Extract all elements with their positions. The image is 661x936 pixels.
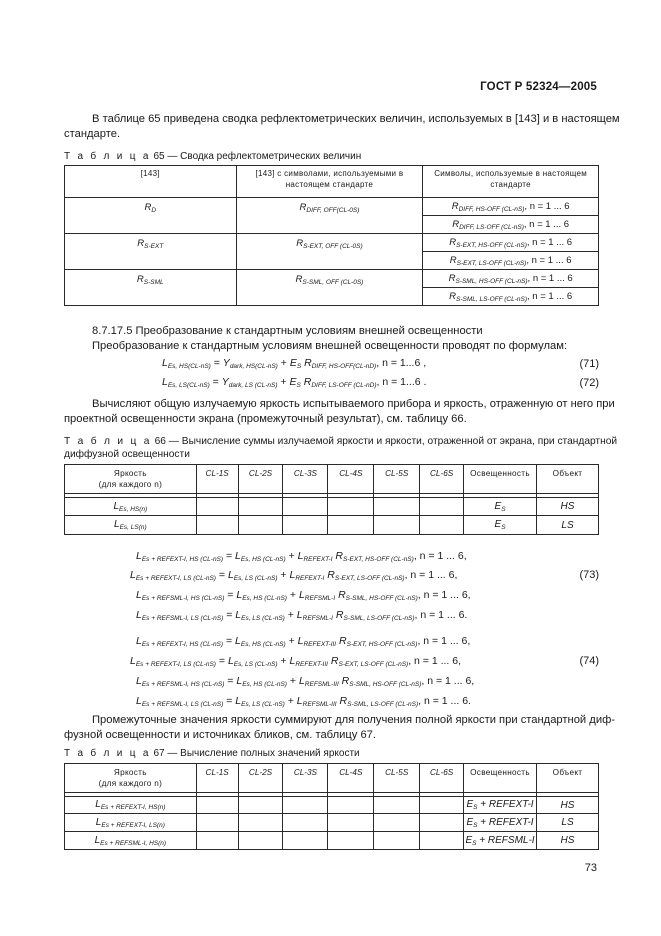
header-line: Яркость bbox=[113, 469, 147, 478]
symbol-sub: S-SML, LS-OFF (CL-nS) bbox=[455, 295, 528, 303]
table66-header-cl1: CL-1S bbox=[196, 465, 238, 494]
symbol-range: , n = 1 ... 6 bbox=[526, 236, 573, 248]
equation-72-number: (72) bbox=[579, 377, 599, 389]
table67-header-cl6: CL-6S bbox=[420, 764, 464, 793]
symbol-range: , n = 1 ... 6 bbox=[523, 218, 570, 230]
table66-header-luminance bbox=[65, 465, 197, 494]
equation-73-number: (73) bbox=[579, 569, 599, 581]
table66-caption-line-1 bbox=[64, 436, 617, 447]
symbol-r: R bbox=[136, 274, 144, 285]
symbol-sub: S bbox=[473, 821, 478, 829]
table66-caption-line-2: диффузной освещенности bbox=[64, 449, 190, 460]
table65-cell bbox=[423, 270, 599, 288]
symbol-sub: Es, HS(n) bbox=[119, 505, 148, 513]
table65-cell bbox=[236, 198, 423, 234]
symbol-sub: S bbox=[501, 505, 506, 513]
table66-header-cl4: CL-4S bbox=[328, 465, 374, 494]
table65-caption-text: 65 — Сводка рефлектометрических величин bbox=[153, 151, 362, 162]
table66-cell-ill bbox=[464, 498, 537, 516]
equation-73-line-1: $L_{Es + REFEXT-I, HS (CL-nS)} = L_{Es, HS (CL-nS)} + L_{REFEXT-I}$ $R_{S-EXT, HS-OFF (CL-nS)}$, n = 1 ... 6, bbox=[136, 550, 467, 563]
symbol-sub: DIFF, HS-OFF (CL-nS) bbox=[458, 205, 525, 213]
table65-cell bbox=[423, 198, 599, 216]
table65-cell bbox=[236, 234, 423, 270]
symbol-rest: + REFEXT-I bbox=[477, 816, 534, 828]
table67-header-illuminance: Освещенность bbox=[464, 764, 537, 793]
symbol-e: E bbox=[465, 834, 473, 846]
equation-73-line-4: $L_{Es + REFSML-I, LS (CL-nS)} = L_{Es, LS (CL-nS)} + L_{REFSML-I}$ $R_{S-SML, LS-OFF (CL-nS)}$, n = 1 ... 6. bbox=[136, 609, 468, 622]
header-line: (для каждого n) bbox=[98, 779, 163, 788]
table65-cell bbox=[423, 252, 599, 270]
equation-74-line-1: $L_{Es + REFEXT-I, HS (CL-nS)} = L_{Es, HS (CL-nS)} + L_{REFEXT-III}$ $R_{S-EXT, HS-OFF (CL-nS)}$, n = 1 ... 6, bbox=[136, 635, 471, 648]
para3-line-2: фузной освещенности и источниках бликов, см. таблицу 67. bbox=[64, 729, 377, 741]
para3-line-1: Промежуточные значения яркости суммируют для получения полной яркости при стандартной диф- bbox=[92, 714, 615, 726]
table66-cell-ill bbox=[464, 516, 537, 535]
table66-cell-lum bbox=[65, 516, 197, 535]
table65-cell bbox=[236, 270, 423, 306]
symbol-sub: Es + REFSML-I, HS(n) bbox=[100, 839, 167, 847]
symbol-e: E bbox=[466, 816, 474, 828]
header-line: (для каждого n) bbox=[98, 480, 163, 489]
table-row bbox=[65, 814, 599, 832]
equation-73-line-2: $L_{Es + REFEXT-I, LS (CL-nS)} = L_{Es, LS (CL-nS)} + L_{REFEXT-I}$ $R_{S-EXT, LS-OFF (CL-nS)}$, n = 1 ... 6, bbox=[130, 569, 458, 582]
table67-header-cl2: CL-2S bbox=[238, 764, 283, 793]
symbol-e: E bbox=[466, 799, 474, 810]
table67-header-object: Объект bbox=[537, 764, 599, 793]
table66-header-illuminance: Освещенность bbox=[464, 465, 537, 494]
table67-cell-ill bbox=[464, 814, 537, 832]
symbol-rest: + REFEXT-I bbox=[477, 799, 534, 810]
intro-line-2: стандарте. bbox=[64, 128, 121, 140]
table67-header-cl3: CL-3S bbox=[283, 764, 328, 793]
symbol-sub: S bbox=[501, 524, 506, 531]
table65-header-2: [143] с символами, используемыми в настоящем стандарте bbox=[236, 166, 423, 198]
table66-cell-obj: HS bbox=[537, 498, 599, 516]
equation-72: $L_{Es, LS(CL-nS)} = Y_{dark, LS (CL-nS)} + E_S$ $R_{DIFF, LS-OFF (CL-nD)}$, n = 1...6 . bbox=[162, 376, 427, 389]
table67-cell-obj: HS bbox=[537, 797, 599, 814]
symbol-sub: S-EXT, OFF (CL-0S) bbox=[303, 243, 363, 250]
equation-74-line-2: $L_{Es + REFEXT-I, LS (CL-nS)} = L_{Es, LS (CL-nS)} + L_{REFEXT-III}$ $R_{S-EXT, LS-OFF (CL-nS)}$, n = 1 ... 6, bbox=[130, 655, 462, 668]
symbol-r: R bbox=[144, 202, 152, 213]
symbol-r: R bbox=[452, 218, 460, 230]
intro-line-1: В таблице 65 приведена сводка рефлектометрических величин, используемых в [143] и в настоящем bbox=[92, 113, 620, 125]
table-row bbox=[65, 832, 599, 850]
standard-header: ГОСТ Р 52324—2005 bbox=[480, 81, 597, 93]
symbol-sub: S bbox=[473, 804, 478, 811]
table65-cell bbox=[423, 234, 599, 252]
section-title: 8.7.17.5 Преобразование к стандартным условиям внешней освещенности bbox=[92, 325, 483, 337]
table67-header-cl5: CL-5S bbox=[374, 764, 420, 793]
table67-cell-lum bbox=[65, 832, 197, 850]
symbol-r: R bbox=[299, 202, 307, 213]
table67 bbox=[64, 763, 599, 850]
table67-header-cl4: CL-4S bbox=[328, 764, 374, 793]
table67-caption bbox=[64, 748, 360, 759]
symbol-r: R bbox=[449, 254, 457, 266]
symbol-range: , n = 1 ... 6 bbox=[524, 200, 570, 212]
equation-74-line-4: $L_{Es + REFSML-I, LS (CL-nS)} = L_{Es, LS (CL-nS)} + L_{REFSML-III}$ $R_{S-SML, LS-OFF (CL-nS)}$, n = 1 ... 6. bbox=[136, 695, 471, 708]
table65-caption bbox=[64, 151, 361, 162]
symbol-range: , n = 1 ... 6 bbox=[527, 290, 573, 302]
table65-cell bbox=[65, 270, 237, 306]
equation-73-line-3: $L_{Es + REFSML-I, HS (CL-nS)} = L_{Es, HS (CL-nS)} + L_{REFSML-I}$ $R_{S-SML, HS-OFF (CL-nS)}$, n = 1 ... 6, bbox=[136, 589, 471, 602]
symbol-sub: S-EXT bbox=[144, 243, 164, 250]
symbol-r: R bbox=[448, 272, 456, 284]
symbol-sub: S-SML, HS-OFF (CL-nS) bbox=[455, 277, 528, 285]
symbol-sub: Es + REFEXT-I, HS(n) bbox=[100, 804, 166, 811]
table65-cell bbox=[423, 288, 599, 306]
symbol-e: E bbox=[494, 519, 502, 530]
symbol-sub: S-EXT, LS-OFF (CL-nS) bbox=[456, 259, 527, 267]
table65-cell bbox=[423, 216, 599, 234]
table67-cell-ill bbox=[464, 797, 537, 814]
symbol-l: L bbox=[113, 500, 120, 512]
symbol-r: R bbox=[449, 290, 456, 302]
table65-header-1: [143] bbox=[65, 166, 237, 198]
symbol-r: R bbox=[449, 236, 457, 248]
table67-header-cl1: CL-1S bbox=[196, 764, 238, 793]
table-row bbox=[65, 516, 599, 535]
table65-cell bbox=[65, 198, 237, 234]
symbol-sub: S-EXT, HS-OFF (CL-nS) bbox=[456, 241, 527, 249]
page-number: 73 bbox=[584, 862, 597, 874]
symbol-range: , n = 1 ... 6 bbox=[526, 254, 572, 266]
symbol-r: R bbox=[137, 238, 145, 249]
symbol-e: E bbox=[494, 500, 502, 512]
section-line-1: Преобразование к стандартным условиям внешней освещенности проводят по формулам: bbox=[92, 340, 568, 352]
table67-cell-obj: HS bbox=[537, 832, 599, 850]
symbol-l: L bbox=[114, 519, 120, 530]
symbol-sub: S-SML, OFF (CL-0S) bbox=[302, 279, 364, 286]
table66-cell-obj: LS bbox=[537, 516, 599, 535]
table67-cell-lum bbox=[65, 797, 197, 814]
symbol-r: R bbox=[296, 238, 304, 249]
header-line: Яркость bbox=[113, 768, 147, 777]
table66-header-object: Объект bbox=[537, 465, 599, 494]
symbol-sub: DIFF, OFF(CL-0S) bbox=[306, 207, 360, 214]
table67-caption-prefix: Т а б л и ц а bbox=[64, 748, 151, 759]
table-row bbox=[65, 797, 599, 814]
para2-line-1: Вычисляют общую излучаемую яркость испытываемого прибора и яркость, отраженную от него при bbox=[92, 398, 615, 410]
symbol-sub: DIFF, LS-OFF (CL-nS) bbox=[459, 223, 524, 231]
symbol-sub: Es + REFEXT-I, LS(n) bbox=[101, 821, 165, 829]
equation-74-line-3: $L_{Es + REFSML-I, HS (CL-nS)} = L_{Es, HS (CL-nS)} + L_{REFSML-III}$ $R_{S-SML, HS-OFF (CL-nS)}$, n = 1 ... 6, bbox=[136, 675, 475, 688]
symbol-r: R bbox=[295, 274, 303, 285]
table66-header-cl3: CL-3S bbox=[283, 465, 328, 494]
table65-caption-prefix: Т а б л и ц а bbox=[64, 151, 151, 162]
table65 bbox=[64, 165, 599, 306]
symbol-rest: + REFSML-I bbox=[476, 834, 535, 846]
symbol-r: R bbox=[451, 200, 459, 212]
table67-cell-ill bbox=[464, 832, 537, 850]
table65-cell bbox=[65, 234, 237, 270]
table66-header-cl5: CL-5S bbox=[374, 465, 420, 494]
table65-header-3: Символы, используемые в настоящем стандарте bbox=[423, 166, 599, 198]
table66-caption-text: 66 — Вычисление суммы излучаемой яркости и яркости, отраженной от экрана, при стандартной bbox=[154, 436, 618, 447]
equation-71: $L_{Es, HS(CL-nS)} = Y_{dark, HS(CL-nS)} + E_S$ $R_{DIFF, HS-OFF(CL-nD)}$, n = 1...6 , bbox=[162, 357, 427, 370]
table67-caption-text: 67 — Вычисление полных значений яркости bbox=[153, 748, 360, 759]
table66-header-cl2: CL-2S bbox=[238, 465, 283, 494]
para2-line-2: проектной освещенности экрана (промежуточный результат), см. таблицу 66. bbox=[64, 413, 467, 425]
table66 bbox=[64, 464, 599, 535]
symbol-sub: Es, LS(n) bbox=[119, 524, 147, 531]
equation-71-number: (71) bbox=[579, 358, 599, 370]
table-row bbox=[65, 498, 599, 516]
symbol-sub: S-SML bbox=[143, 279, 164, 286]
table66-caption-prefix: Т а б л и ц а bbox=[64, 436, 152, 447]
symbol-sub: S bbox=[472, 839, 477, 847]
equation-74-number: (74) bbox=[579, 655, 599, 667]
table66-cell-lum bbox=[65, 498, 197, 516]
symbol-l: L bbox=[94, 834, 101, 846]
symbol-range: , n = 1 ... 6 bbox=[527, 272, 573, 284]
symbol-l: L bbox=[95, 799, 101, 810]
symbol-sub: D bbox=[151, 207, 157, 214]
table67-cell-obj: LS bbox=[537, 814, 599, 832]
table67-cell-lum bbox=[65, 814, 197, 832]
symbol-l: L bbox=[95, 816, 102, 828]
table67-header-luminance bbox=[65, 764, 197, 793]
table66-header-cl6: CL-6S bbox=[420, 465, 464, 494]
